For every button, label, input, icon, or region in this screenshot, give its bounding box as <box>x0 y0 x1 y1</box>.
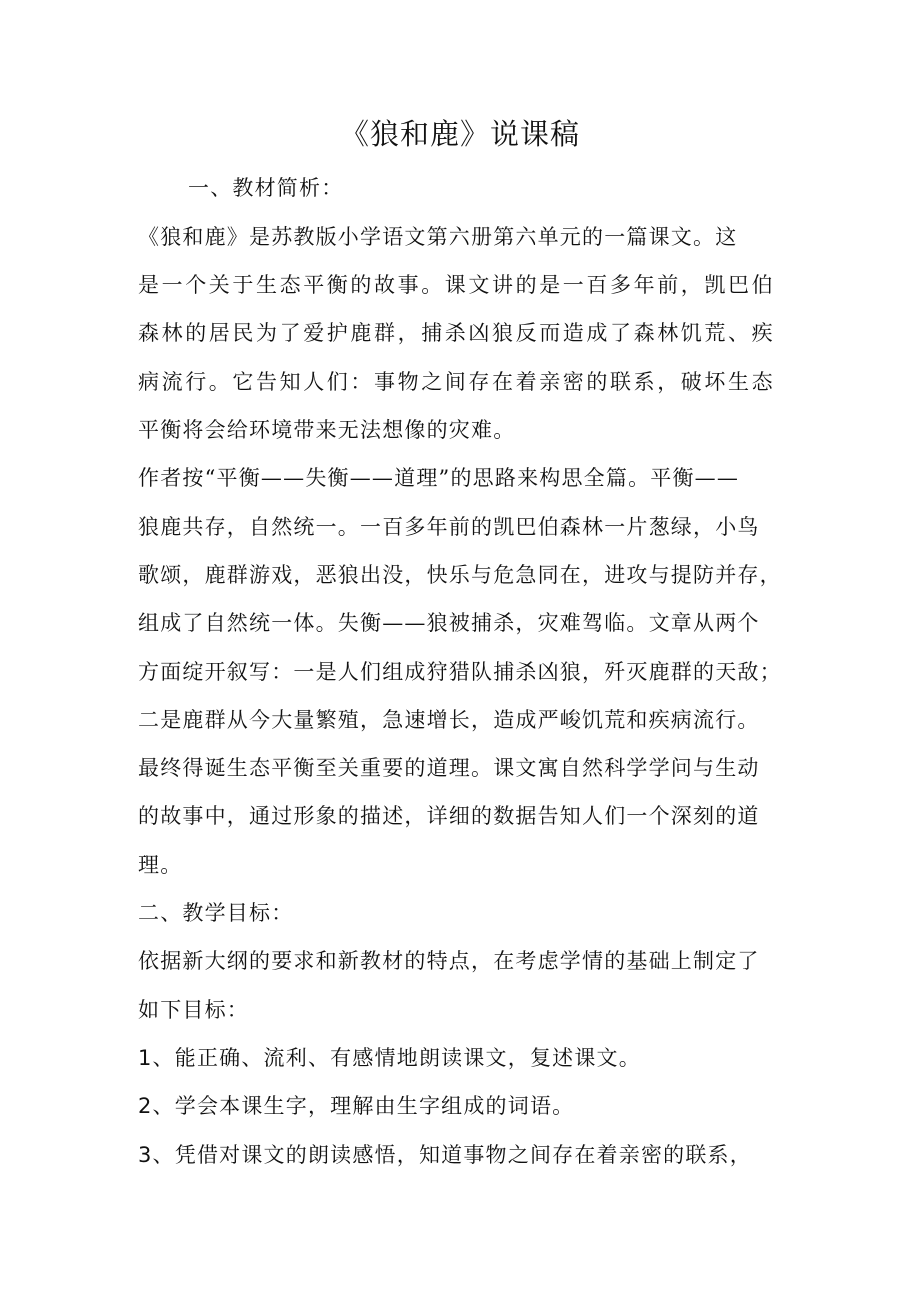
paragraph-line: 组成了自然统一体。失衡——狼被捕杀，灾难驾临。文章从两个 <box>138 611 760 635</box>
goal-item-2: 2、学会本课生字，理解由生字组成的词语。 <box>138 1094 575 1118</box>
paragraph-line: 是一个关于生态平衡的故事。课文讲的是一百多年前，凯巴伯 <box>138 273 776 297</box>
goal-item-3: 3、凭借对课文的朗读感悟，知道事物之间存在着亲密的联系， <box>138 1143 752 1167</box>
paragraph-line: 如下目标： <box>138 998 249 1022</box>
paragraph-line: 二是鹿群从今大量繁殖，急速增长，造成严峻饥荒和疾病流行。 <box>138 708 760 732</box>
paragraph-line: 《狼和鹿》是苏教版小学语文第六册第六单元的一篇课文。这 <box>138 225 738 249</box>
paragraph-line: 最终得诞生态平衡至关重要的道理。课文寓自然科学学问与生动 <box>138 756 760 780</box>
goal-item-1: 1、能正确、流利、有感情地朗读课文，复述课文。 <box>138 1046 641 1070</box>
section-heading-2: 二、教学目标： <box>138 901 294 925</box>
paragraph-line: 病流行。它告知人们：事物之间存在着亲密的联系，破坏生态 <box>138 370 776 394</box>
paragraph-line: 作者按“平衡——失衡——道理”的思路来构思全篇。平衡—— <box>138 466 740 490</box>
paragraph-line: 理。 <box>138 853 183 877</box>
paragraph-line: 森林的居民为了爱护鹿群，捕杀凶狼反而造成了森林饥荒、疾 <box>138 321 776 345</box>
document-title: 《狼和鹿》说课稿 <box>339 117 580 151</box>
paragraph-line: 狼鹿共存，自然统一。一百多年前的凯巴伯森林一片葱绿，小鸟 <box>138 515 760 539</box>
paragraph-line: 平衡将会给环境带来无法想像的灾难。 <box>138 418 516 442</box>
paragraph-line: 歌颂，鹿群游戏，恶狼出没，快乐与危急同在，进攻与提防并存， <box>138 563 782 587</box>
paragraph-line: 方面绽开叙写：一是人们组成狩猎队捕杀凶狼，歼灭鹿群的天敌； <box>138 660 782 684</box>
paragraph-line: 的故事中，通过形象的描述，详细的数据告知人们一个深刻的道 <box>138 804 760 828</box>
section-heading-1: 一、教材简析： <box>188 176 344 200</box>
paragraph-line: 依据新大纲的要求和新教材的特点，在考虑学情的基础上制定了 <box>138 949 760 973</box>
